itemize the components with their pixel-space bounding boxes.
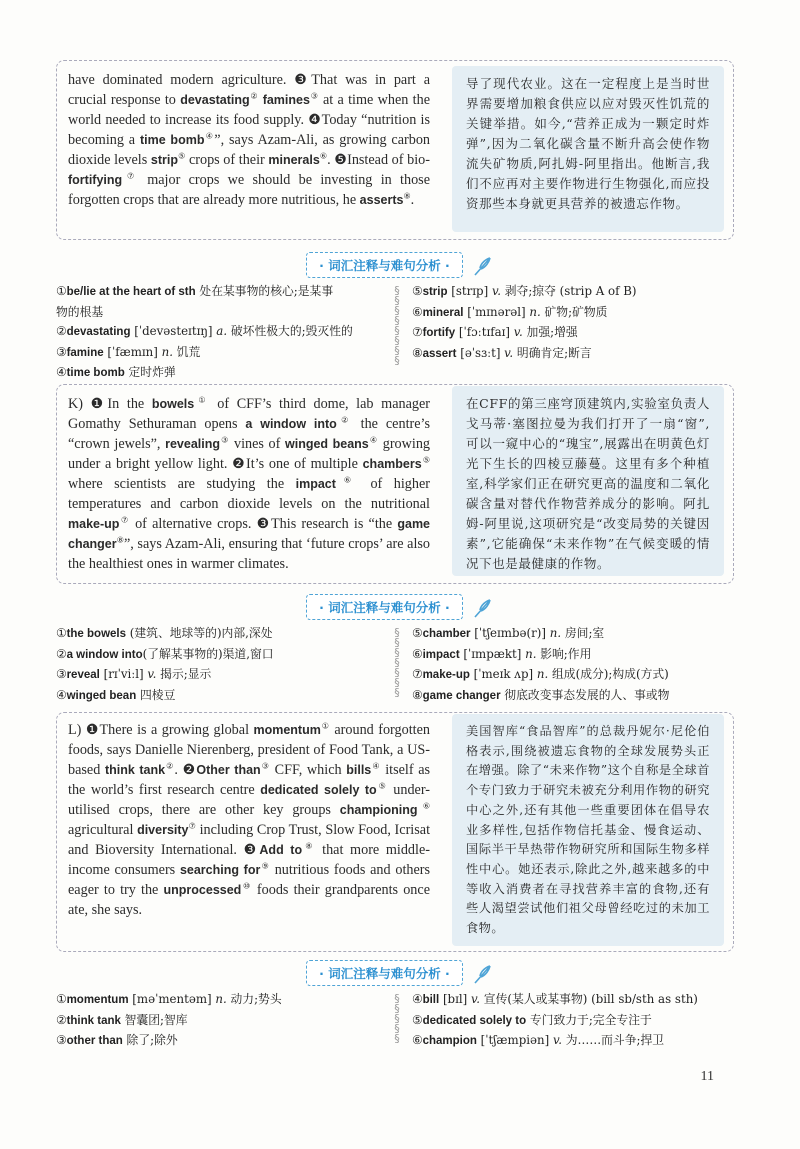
chinese-translation: 美国智库“食品智库”的总裁丹妮尔·尼伦伯格表示,围绕被遗忘食物的全球发展势头正在增强。除了“未来作物”这个自称是全球首个专门致力于研究未被充分利用作物的研究中心之外,还有其他一些重要团体在倡导农业多样性,包括作物信托基金、慢食运动、国际半干旱热带作物研究所和国际生物多样性中心。她还表示,除此之外,越来越多的中等收入消费者在寻找营养丰富的食物,还有些人渴望尝试他们祖父母曾经吃过的未加工食物。: [452, 714, 724, 946]
vocab-entry: ⑥impact [ˈɪmpækt] n. 影响;作用: [412, 646, 592, 661]
spiral-divider: § § § § § § § §: [394, 284, 400, 367]
section-heading-label: · 词汇注释与难句分析 ·: [306, 594, 463, 620]
vocab-entry: ⑤strip [strɪp] v. 剥夺;掠夺 (strip A of B): [412, 284, 637, 298]
quill-icon: [472, 597, 494, 619]
vocab-entry: ①the bowels (建筑、地球等的)内部,深处: [56, 626, 273, 640]
vocab-entry: 物的根基: [56, 304, 104, 319]
vocab-list-right: [412, 990, 752, 1052]
vocab-entry: ⑦make-up [ˈmeɪk ʌp] n. 组成(成分);构成(方式): [412, 667, 669, 681]
vocab-list-left: [56, 282, 386, 384]
spiral-divider: § § § § §: [394, 992, 400, 1045]
vocab-entry: ②devastating [ˈdevəsteɪtɪŋ] a. 破坏性极大的;毁灭性的: [56, 324, 353, 338]
vocab-entry: ④bill [bɪl] v. 宣传(某人或某事物) (bill sb/sth as sth): [412, 992, 698, 1006]
english-passage: K) ❶In the bowels① of CFF’s third dome, lab manager Gomathy Sethuraman opens a window into② the centre’s “crown jewels”, revealing③ vines of winged beans④ growing under a bright yellow light. ❷It’s one of multiple chambers⑤ where scientists are studying the impact⑥ of higher temperatures and carbon dioxide levels on the nutritional make-up⑦ of alternative crops. ❸This research is “the game changer⑧”, says Azam-Ali, ensuring that ‘future crops’ are also the healthiest ones in warmer climates.: [68, 395, 431, 572]
vocab-entry: ⑤chamber [ˈtʃeɪmbə(r)] n. 房间;室: [412, 626, 605, 640]
vocab-entry: ③reveal [rɪˈviːl] v. 揭示;显示: [56, 667, 212, 681]
section-heading: [0, 252, 800, 278]
vocab-entry: ③other than 除了;除外: [56, 1033, 178, 1047]
chinese-translation: 导了现代农业。这在一定程度上是当时世界需要增加粮食供应以应对毁灭性饥荒的关键举措。如今,“营养正成为一颗定时炸弹”,因为二氧化碳含量不断升高会使作物流失矿物质,阿扎姆-阿里指出。他断言,我们不应再对主要作物进行生物强化,而应投资那些本身就更具营养的被遗忘作物。: [452, 66, 724, 232]
vocab-list-left: [56, 990, 386, 1052]
quill-icon: [472, 963, 494, 985]
chinese-translation: 在CFF的第三座穹顶建筑内,实验室负责人戈马蒂·塞图拉曼为我们打开了一扇“窗”,可以一窥中心的“瑰宝”,展露出在明黄色灯光下生长的四棱豆藤蔓。这里有多个种植室,科学家们正在研究更高的温度和二氧化碳含量对替代作物营养成分的影响。阿扎姆-阿里说,这项研究是“改变局势的关键因素”,它能确保“未来作物”在气候变暖的情况下也是最健康的作物。: [452, 386, 724, 576]
english-passage: L) ❶There is a growing global momentum① around forgotten foods, says Danielle Nierenberg, president of Food Tank, a US-based think tank②. ❷Other than③ CFF, which bills④ itself as the world’s first research centre dedicated solely to⑤ under-utilised crops, there are other key groups championing⑥ agricultural diversity⑦ including Crop Trust, Slow Food, Icrisat and Bioversity International. ❸Add to⑧ that more middle-income consumers searching for⑨ nutritious foods and others eager to try the unprocessed⑩ foods their grandparents once ate, she says.: [68, 721, 431, 918]
english-passage: have dominated modern agriculture. ❸That was in part a crucial response to devastating② famines③ at a time when the world needed to increase its food supply. ❹Today “nutrition is becoming a time bomb④”, says Azam-Ali, as growing carbon dioxide levels strip⑤ crops of their minerals⑥. ❺Instead of bio-fortifying⑦ major crops we should be investing in those forgotten crops that are already more nutritious, he asserts⑧.: [68, 72, 431, 208]
section-heading: [0, 594, 800, 620]
section-heading-label: · 词汇注释与难句分析 ·: [306, 252, 463, 278]
section-heading: [0, 960, 800, 986]
vocab-entry: ①be/lie at the heart of sth 处在某事物的核心;是某事: [56, 284, 334, 298]
vocab-entry: ①momentum [məˈmentəm] n. 动力;势头: [56, 992, 282, 1006]
vocab-list-left: [56, 624, 386, 706]
vocab-entry: ④time bomb 定时炸弹: [56, 365, 176, 379]
vocab-list-right: [412, 624, 752, 706]
vocab-entry: ④winged bean 四棱豆: [56, 687, 176, 702]
section-heading-label: · 词汇注释与难句分析 ·: [306, 960, 463, 986]
spiral-divider: § § § § § § §: [394, 626, 400, 699]
vocab-entry: ②a window into(了解某事物的)渠道,窗口: [56, 646, 274, 661]
vocab-entry: ⑦fortify [ˈfɔːtɪfaɪ] v. 加强;增强: [412, 325, 578, 339]
vocab-entry: ③famine [ˈfæmɪn] n. 饥荒: [56, 344, 201, 359]
quill-icon: [472, 255, 494, 277]
vocab-entry: ⑧assert [əˈsɜːt] v. 明确肯定;断言: [412, 345, 592, 360]
page-number: 11: [700, 1069, 714, 1084]
vocab-entry: ⑥mineral [ˈmɪnərəl] n. 矿物;矿物质: [412, 304, 608, 319]
vocab-entry: ②think tank 智囊团;智库: [56, 1012, 188, 1027]
vocab-entry: ⑧game changer 彻底改变事态发展的人、事或物: [412, 687, 670, 702]
vocab-list-right: [412, 282, 742, 364]
vocab-entry: ⑤dedicated solely to 专门致力于;完全专注于: [412, 1012, 652, 1027]
vocab-entry: ⑥champion [ˈtʃæmpiən] v. 为……而斗争;捍卫: [412, 1033, 665, 1047]
